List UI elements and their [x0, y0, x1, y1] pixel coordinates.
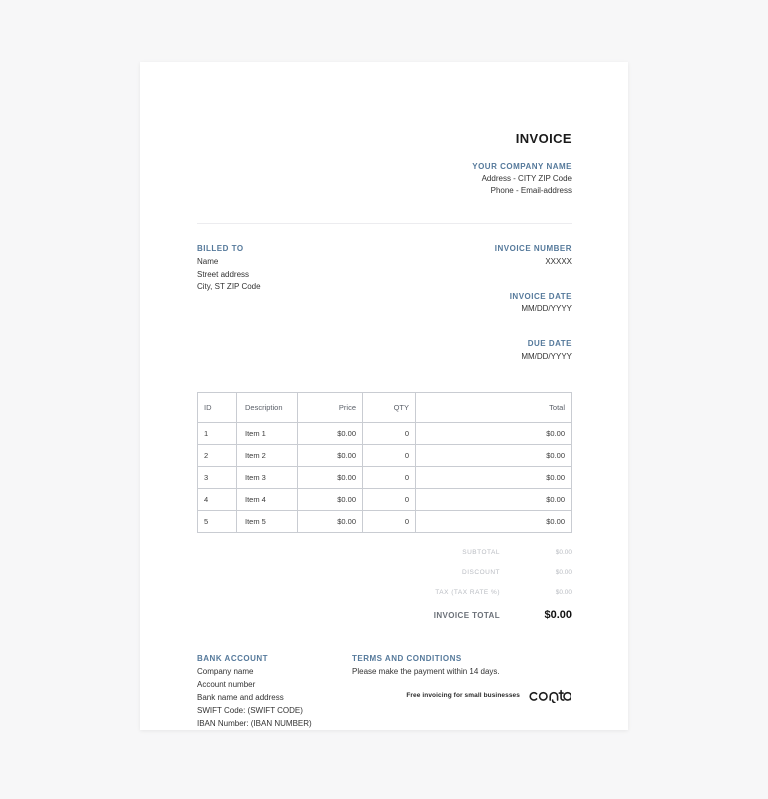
- subtotal-value: $0.00: [555, 549, 572, 557]
- branding-tagline: Free invoicing for small businesses: [406, 691, 520, 699]
- tax-value: $0.00: [555, 589, 572, 597]
- table-row: [198, 423, 572, 445]
- table-row: [198, 445, 572, 467]
- column-header-qty: QTY: [363, 393, 416, 423]
- company-contact: Phone - Email-address: [490, 186, 572, 196]
- invoice-date-label: INVOICE DATE: [509, 291, 572, 301]
- cell-price: $0.00: [298, 511, 363, 533]
- tax-label: TAX (TAX RATE %): [435, 589, 500, 597]
- bank-iban-number: IBAN Number: (IBAN NUMBER): [197, 718, 312, 728]
- due-date-group: [495, 338, 572, 364]
- bank-name-address: Bank name and address: [197, 692, 284, 702]
- cell-id: 1: [198, 423, 237, 445]
- page-title: INVOICE: [515, 131, 572, 146]
- table-header-row: [198, 393, 572, 423]
- billed-to-block: [197, 243, 261, 364]
- cell-qty: 0: [363, 511, 416, 533]
- billed-to-name: Name: [197, 256, 219, 266]
- header-divider: [197, 223, 572, 224]
- invoice-number-label: INVOICE NUMBER: [494, 243, 572, 253]
- bank-account-number: Account number: [197, 679, 256, 689]
- cell-total: $0.00: [416, 445, 572, 467]
- bank-account-block: [197, 653, 352, 731]
- cell-qty: 0: [363, 423, 416, 445]
- billed-to-city: City, ST ZIP Code: [197, 282, 261, 292]
- discount-value: $0.00: [555, 569, 572, 577]
- cell-description: Item 1: [237, 423, 298, 445]
- invoice-document: [140, 62, 628, 730]
- tax-row: [197, 589, 572, 596]
- table-row: [198, 489, 572, 511]
- invoice-content: [197, 62, 572, 731]
- column-header-price: Price: [298, 393, 363, 423]
- invoice-number-value: XXXXX: [545, 256, 572, 266]
- invoice-meta-block: [495, 243, 572, 364]
- discount-label: DISCOUNT: [462, 569, 500, 577]
- conta-logo-icon: [529, 687, 571, 703]
- cell-description: Item 2: [237, 445, 298, 467]
- table-row: [198, 467, 572, 489]
- totals-section: [197, 549, 572, 621]
- invoice-total-label: INVOICE TOTAL: [433, 611, 500, 621]
- table-row: [198, 511, 572, 533]
- terms-heading: TERMS AND CONDITIONS: [352, 654, 462, 664]
- billing-section: [197, 243, 572, 364]
- company-block: [197, 161, 572, 198]
- cell-price: $0.00: [298, 423, 363, 445]
- line-items-table: [197, 392, 572, 533]
- invoice-total-value: $0.00: [544, 609, 572, 622]
- cell-description: Item 5: [237, 511, 298, 533]
- branding-block: [406, 687, 571, 703]
- bank-swift-code: SWIFT Code: (SWIFT CODE): [197, 705, 303, 715]
- invoice-date-value: MM/DD/YYYY: [521, 304, 572, 314]
- cell-price: $0.00: [298, 445, 363, 467]
- company-name: YOUR COMPANY NAME: [472, 162, 572, 171]
- cell-qty: 0: [363, 445, 416, 467]
- cell-qty: 0: [363, 489, 416, 511]
- billed-to-street: Street address: [197, 269, 250, 279]
- cell-description: Item 4: [237, 489, 298, 511]
- column-header-total: Total: [416, 393, 572, 423]
- discount-row: [197, 569, 572, 576]
- bank-company-name: Company name: [197, 666, 254, 676]
- cell-total: $0.00: [416, 467, 572, 489]
- cell-total: $0.00: [416, 511, 572, 533]
- due-date-value: MM/DD/YYYY: [521, 352, 572, 362]
- cell-description: Item 3: [237, 467, 298, 489]
- terms-text: Please make the payment within 14 days.: [352, 666, 500, 676]
- cell-total: $0.00: [416, 489, 572, 511]
- invoice-total-row: [197, 609, 572, 621]
- company-address: Address - CITY ZIP Code: [481, 174, 572, 183]
- table-body: [198, 423, 572, 533]
- cell-qty: 0: [363, 467, 416, 489]
- subtotal-label: SUBTOTAL: [462, 549, 500, 557]
- due-date-label: DUE DATE: [527, 339, 572, 349]
- billed-to-heading: BILLED TO: [197, 243, 244, 253]
- invoice-date-group: [495, 291, 572, 317]
- cell-total: $0.00: [416, 423, 572, 445]
- invoice-number-group: [495, 243, 572, 269]
- cell-price: $0.00: [298, 467, 363, 489]
- cell-id: 5: [198, 511, 237, 533]
- column-header-id: ID: [198, 393, 237, 423]
- cell-id: 3: [198, 467, 237, 489]
- cell-price: $0.00: [298, 489, 363, 511]
- cell-id: 2: [198, 445, 237, 467]
- cell-id: 4: [198, 489, 237, 511]
- bank-account-heading: BANK ACCOUNT: [197, 654, 269, 664]
- column-header-description: Description: [237, 393, 298, 423]
- subtotal-row: [197, 549, 572, 556]
